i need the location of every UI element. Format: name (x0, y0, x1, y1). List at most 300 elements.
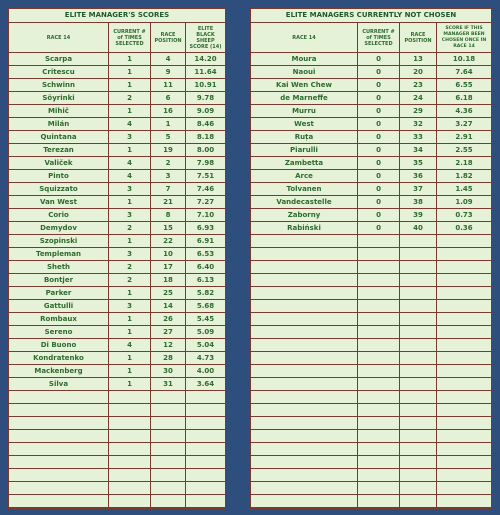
cell-times-selected (109, 495, 151, 507)
cell-score: 5.45 (196, 315, 215, 323)
table-row (9, 430, 225, 443)
table-row (9, 183, 225, 196)
cell-times-selected: 0 (358, 170, 400, 182)
table-row (9, 443, 225, 456)
cell-race-position: 8 (151, 209, 186, 221)
cell-race-position: 3 (151, 170, 186, 182)
cell-score (437, 352, 491, 364)
table-row (251, 287, 491, 300)
cell-race-position (151, 391, 186, 403)
cell-score: 6.18 (455, 94, 473, 102)
cell-score (437, 287, 491, 299)
not-chosen-panel (250, 8, 492, 509)
cell-name (251, 261, 358, 273)
table-row (251, 235, 491, 248)
cell-race-position (400, 482, 437, 494)
cell-times-selected (358, 443, 400, 455)
cell-times-selected: 1 (109, 79, 151, 91)
cell-race-position: 18 (151, 274, 186, 286)
cell-score: 1.09 (455, 198, 473, 206)
cell-race-position: 39 (400, 209, 437, 221)
cell-race-position: 26 (151, 313, 186, 325)
cell-times-selected (109, 391, 151, 403)
cell-times-selected: 0 (358, 53, 400, 65)
cell-times-selected (358, 391, 400, 403)
table-row (9, 456, 225, 469)
cell-score: 7.98 (196, 159, 215, 167)
header-row (251, 23, 491, 53)
cell-score (437, 235, 491, 247)
panel-title: ELITE MANAGER'S SCORES (9, 9, 225, 23)
table-row (251, 157, 491, 170)
table-row (9, 287, 225, 300)
cell-race-position (151, 404, 186, 416)
cell-name: Parker (9, 287, 109, 299)
cell-name: Demydov (9, 222, 109, 234)
header-race: RACE 14 (9, 23, 109, 52)
cell-name: Sheth (9, 261, 109, 273)
cell-race-position (151, 469, 186, 481)
cell-name (251, 365, 358, 377)
table-row (251, 300, 491, 313)
cell-times-selected: 1 (109, 326, 151, 338)
cell-times-selected (358, 417, 400, 429)
cell-times-selected: 3 (109, 300, 151, 312)
cell-times-selected (358, 430, 400, 442)
cell-times-selected: 1 (109, 105, 151, 117)
table-row (9, 313, 225, 326)
cell-race-position: 13 (400, 53, 437, 65)
table-row (9, 339, 225, 352)
header-score-if-chosen: SCORE IF THIS MANAGER BEEN CHOSEN ONCE IN RACE 14 (441, 25, 487, 49)
cell-name (251, 300, 358, 312)
table-row (251, 391, 491, 404)
header-race-position: RACE POSITION (151, 23, 186, 52)
table-row (9, 352, 225, 365)
cell-score: 5.82 (196, 289, 215, 297)
cell-times-selected: 1 (109, 144, 151, 156)
cell-name: Arce (251, 170, 358, 182)
cell-times-selected: 1 (109, 313, 151, 325)
cell-name: Szopinski (9, 235, 109, 247)
cell-score (437, 482, 491, 494)
table-row (9, 404, 225, 417)
cell-name: Terezan (9, 144, 109, 156)
cell-score (437, 300, 491, 312)
cell-race-position (400, 378, 437, 390)
cell-score: 2.91 (455, 133, 473, 141)
table-row (9, 274, 225, 287)
cell-score: 7.46 (196, 185, 215, 193)
cell-name: Sereno (9, 326, 109, 338)
table-row (251, 274, 491, 287)
table-row (251, 326, 491, 339)
cell-name: Vandecastelle (251, 196, 358, 208)
cell-name (9, 391, 109, 403)
cell-times-selected (358, 235, 400, 247)
cell-times-selected (109, 469, 151, 481)
cell-score (186, 456, 225, 468)
cell-score: 6.91 (196, 237, 215, 245)
table-row (251, 430, 491, 443)
cell-name: Milán (9, 118, 109, 130)
cell-score (437, 339, 491, 351)
cell-score (437, 274, 491, 286)
cell-name (251, 248, 358, 260)
cell-score (186, 430, 225, 442)
cell-name: Piarulli (251, 144, 358, 156)
cell-score: 3.64 (196, 380, 215, 388)
cell-times-selected (358, 300, 400, 312)
elite-scores-panel (8, 8, 226, 509)
table-row (9, 157, 225, 170)
cell-race-position: 4 (151, 53, 186, 65)
cell-times-selected: 0 (358, 105, 400, 117)
cell-times-selected: 1 (109, 365, 151, 377)
cell-times-selected: 1 (109, 378, 151, 390)
cell-times-selected: 4 (109, 157, 151, 169)
cell-score: 9.78 (196, 94, 215, 102)
cell-score: 2.18 (455, 159, 473, 167)
cell-race-position (400, 417, 437, 429)
header-times-selected: CURRENT # of TIMES SELECTED (358, 23, 400, 52)
cell-race-position (400, 235, 437, 247)
cell-times-selected (109, 482, 151, 494)
cell-race-position: 27 (151, 326, 186, 338)
table-row (9, 79, 225, 92)
cell-times-selected: 2 (109, 222, 151, 234)
cell-name (251, 326, 358, 338)
table-row (251, 417, 491, 430)
table-row (251, 378, 491, 391)
cell-name (251, 456, 358, 468)
table-row (251, 339, 491, 352)
cell-name: West (251, 118, 358, 130)
table-row (251, 105, 491, 118)
table-row (9, 131, 225, 144)
cell-race-position (400, 248, 437, 260)
table-row (251, 209, 491, 222)
cell-race-position (400, 456, 437, 468)
cell-times-selected (109, 456, 151, 468)
cell-race-position: 5 (151, 131, 186, 143)
cell-race-position (400, 261, 437, 273)
cell-name: Ruța (251, 131, 358, 143)
table-row (251, 456, 491, 469)
cell-name (251, 352, 358, 364)
cell-race-position: 30 (151, 365, 186, 377)
cell-score (437, 404, 491, 416)
cell-score (437, 248, 491, 260)
cell-race-position: 28 (151, 352, 186, 364)
cell-name (251, 469, 358, 481)
cell-times-selected (109, 443, 151, 455)
cell-score (437, 456, 491, 468)
cell-race-position: 25 (151, 287, 186, 299)
cell-times-selected (358, 365, 400, 377)
table-row (9, 144, 225, 157)
cell-times-selected (358, 326, 400, 338)
table-row (9, 105, 225, 118)
cell-name (251, 339, 358, 351)
cell-name: Schwinn (9, 79, 109, 91)
cell-score (186, 482, 225, 494)
cell-score: 6.40 (196, 263, 215, 271)
table-row (9, 391, 225, 404)
cell-score: 5.04 (196, 341, 215, 349)
cell-race-position (400, 274, 437, 286)
header-times-selected: CURRENT # of TIMES SELECTED (109, 23, 151, 52)
cell-name (251, 313, 358, 325)
cell-race-position (400, 469, 437, 481)
header-race-position: RACE POSITION (400, 23, 437, 52)
cell-times-selected: 2 (109, 274, 151, 286)
cell-race-position (400, 404, 437, 416)
cell-name: Tolvanen (251, 183, 358, 195)
cell-name: Kai Wen Chew (251, 79, 358, 91)
cell-name (9, 404, 109, 416)
cell-race-position: 37 (400, 183, 437, 195)
cell-score (437, 326, 491, 338)
cell-times-selected: 1 (109, 352, 151, 364)
cell-times-selected (358, 287, 400, 299)
table-row (251, 144, 491, 157)
cell-times-selected: 2 (109, 261, 151, 273)
cell-race-position: 10 (151, 248, 186, 260)
cell-race-position: 31 (151, 378, 186, 390)
cell-race-position: 33 (400, 131, 437, 143)
cell-race-position: 7 (151, 183, 186, 195)
cell-name: Pinto (9, 170, 109, 182)
cell-score: 14.20 (194, 55, 217, 63)
cell-score (437, 469, 491, 481)
header-race: RACE 14 (251, 23, 358, 52)
cell-race-position: 16 (151, 105, 186, 117)
table-row (9, 196, 225, 209)
table-row (9, 261, 225, 274)
cell-race-position (400, 339, 437, 351)
cell-times-selected: 0 (358, 92, 400, 104)
cell-score (186, 417, 225, 429)
table-row (251, 222, 491, 235)
cell-name: Murru (251, 105, 358, 117)
cell-times-selected: 4 (109, 118, 151, 130)
cell-race-position (400, 300, 437, 312)
cell-race-position (151, 495, 186, 507)
cell-name: Critescu (9, 66, 109, 78)
cell-score: 4.00 (196, 367, 215, 375)
cell-name (251, 443, 358, 455)
cell-race-position (400, 443, 437, 455)
cell-times-selected: 0 (358, 66, 400, 78)
cell-times-selected (358, 495, 400, 507)
cell-name: Rombaux (9, 313, 109, 325)
cell-times-selected: 0 (358, 209, 400, 221)
cell-name: Van West (9, 196, 109, 208)
cell-name: Naoui (251, 66, 358, 78)
cell-race-position (400, 326, 437, 338)
cell-score (437, 443, 491, 455)
table-row (251, 92, 491, 105)
cell-race-position: 15 (151, 222, 186, 234)
cell-name (9, 443, 109, 455)
table-row (9, 326, 225, 339)
cell-score (437, 313, 491, 325)
cell-score: 1.45 (455, 185, 473, 193)
cell-times-selected: 3 (109, 209, 151, 221)
cell-race-position: 12 (151, 339, 186, 351)
table-row (251, 404, 491, 417)
cell-times-selected: 0 (358, 222, 400, 234)
cell-times-selected: 2 (109, 92, 151, 104)
table-row (9, 300, 225, 313)
cell-score (186, 443, 225, 455)
table-row (9, 417, 225, 430)
cell-race-position: 14 (151, 300, 186, 312)
cell-race-position (400, 313, 437, 325)
table-row (251, 66, 491, 79)
cell-name: Zambetta (251, 157, 358, 169)
cell-score (437, 261, 491, 273)
cell-name: Di Buono (9, 339, 109, 351)
cell-race-position: 9 (151, 66, 186, 78)
table-row (9, 92, 225, 105)
cell-times-selected: 0 (358, 79, 400, 91)
cell-name: Rabiński (251, 222, 358, 234)
cell-score (186, 469, 225, 481)
cell-name (9, 417, 109, 429)
cell-score (437, 430, 491, 442)
cell-name: Mihič (9, 105, 109, 117)
cell-name: Mackenberg (9, 365, 109, 377)
cell-race-position: 22 (151, 235, 186, 247)
table-row (9, 170, 225, 183)
cell-score: 0.73 (455, 211, 473, 219)
cell-times-selected (358, 248, 400, 260)
cell-race-position (151, 443, 186, 455)
cell-score: 6.13 (196, 276, 215, 284)
cell-score: 7.64 (455, 68, 473, 76)
cell-times-selected: 4 (109, 170, 151, 182)
cell-score: 6.53 (196, 250, 215, 258)
cell-name: Moura (251, 53, 358, 65)
cell-race-position (151, 417, 186, 429)
table-row (251, 170, 491, 183)
table-row (251, 261, 491, 274)
table-row (9, 235, 225, 248)
cell-name (9, 495, 109, 507)
cell-times-selected: 0 (358, 196, 400, 208)
cell-score (186, 391, 225, 403)
cell-name (9, 469, 109, 481)
cell-score: 6.55 (455, 81, 473, 89)
table-row (251, 365, 491, 378)
header-score: ELITE BLACK SHEEP SCORE (14) (189, 25, 222, 50)
cell-name (251, 495, 358, 507)
cell-name: Scarpa (9, 53, 109, 65)
table-row (251, 131, 491, 144)
cell-score: 2.55 (455, 146, 473, 154)
cell-race-position: 11 (151, 79, 186, 91)
cell-name: Corio (9, 209, 109, 221)
cell-race-position: 1 (151, 118, 186, 130)
table-row (9, 66, 225, 79)
cell-times-selected: 4 (109, 339, 151, 351)
cell-times-selected (358, 404, 400, 416)
cell-times-selected (358, 352, 400, 364)
cell-times-selected: 0 (358, 144, 400, 156)
cell-times-selected (358, 469, 400, 481)
cell-score: 0.36 (455, 224, 473, 232)
table-row (9, 378, 225, 391)
table-row (251, 79, 491, 92)
cell-score: 8.00 (196, 146, 215, 154)
cell-race-position (400, 430, 437, 442)
cell-score: 10.18 (452, 55, 476, 63)
cell-race-position (151, 456, 186, 468)
cell-times-selected (109, 430, 151, 442)
table-row (9, 495, 225, 508)
table-row (251, 443, 491, 456)
cell-times-selected: 1 (109, 235, 151, 247)
cell-score: 4.73 (196, 354, 215, 362)
cell-score: 5.09 (196, 328, 215, 336)
cell-score (437, 495, 491, 507)
cell-times-selected: 1 (109, 196, 151, 208)
cell-times-selected (109, 417, 151, 429)
table-row (9, 118, 225, 131)
cell-score: 7.10 (196, 211, 215, 219)
cell-race-position (400, 287, 437, 299)
cell-race-position: 2 (151, 157, 186, 169)
cell-name: Templeman (9, 248, 109, 260)
cell-race-position: 24 (400, 92, 437, 104)
cell-score: 11.64 (194, 68, 217, 76)
cell-race-position (151, 482, 186, 494)
cell-race-position: 38 (400, 196, 437, 208)
cell-race-position: 32 (400, 118, 437, 130)
cell-race-position (400, 352, 437, 364)
table-row (251, 313, 491, 326)
cell-race-position: 36 (400, 170, 437, 182)
cell-score (437, 365, 491, 377)
cell-times-selected: 3 (109, 183, 151, 195)
cell-times-selected: 3 (109, 248, 151, 260)
cell-name (251, 378, 358, 390)
cell-times-selected (358, 274, 400, 286)
table-row (9, 209, 225, 222)
cell-score: 4.36 (455, 107, 473, 115)
table-row (9, 53, 225, 66)
table-row (251, 495, 491, 508)
cell-score (186, 495, 225, 507)
cell-name: Quintana (9, 131, 109, 143)
table-row (251, 183, 491, 196)
cell-race-position (400, 495, 437, 507)
cell-name (251, 235, 358, 247)
cell-race-position: 29 (400, 105, 437, 117)
cell-name (251, 430, 358, 442)
cell-score: 5.68 (196, 302, 215, 310)
cell-times-selected (358, 456, 400, 468)
table-row (9, 222, 225, 235)
cell-name (251, 482, 358, 494)
cell-score (437, 391, 491, 403)
cell-score: 7.51 (196, 172, 215, 180)
cell-name (251, 417, 358, 429)
table-row (9, 469, 225, 482)
panel-title: ELITE MANAGERS CURRENTLY NOT CHOSEN (251, 9, 491, 23)
